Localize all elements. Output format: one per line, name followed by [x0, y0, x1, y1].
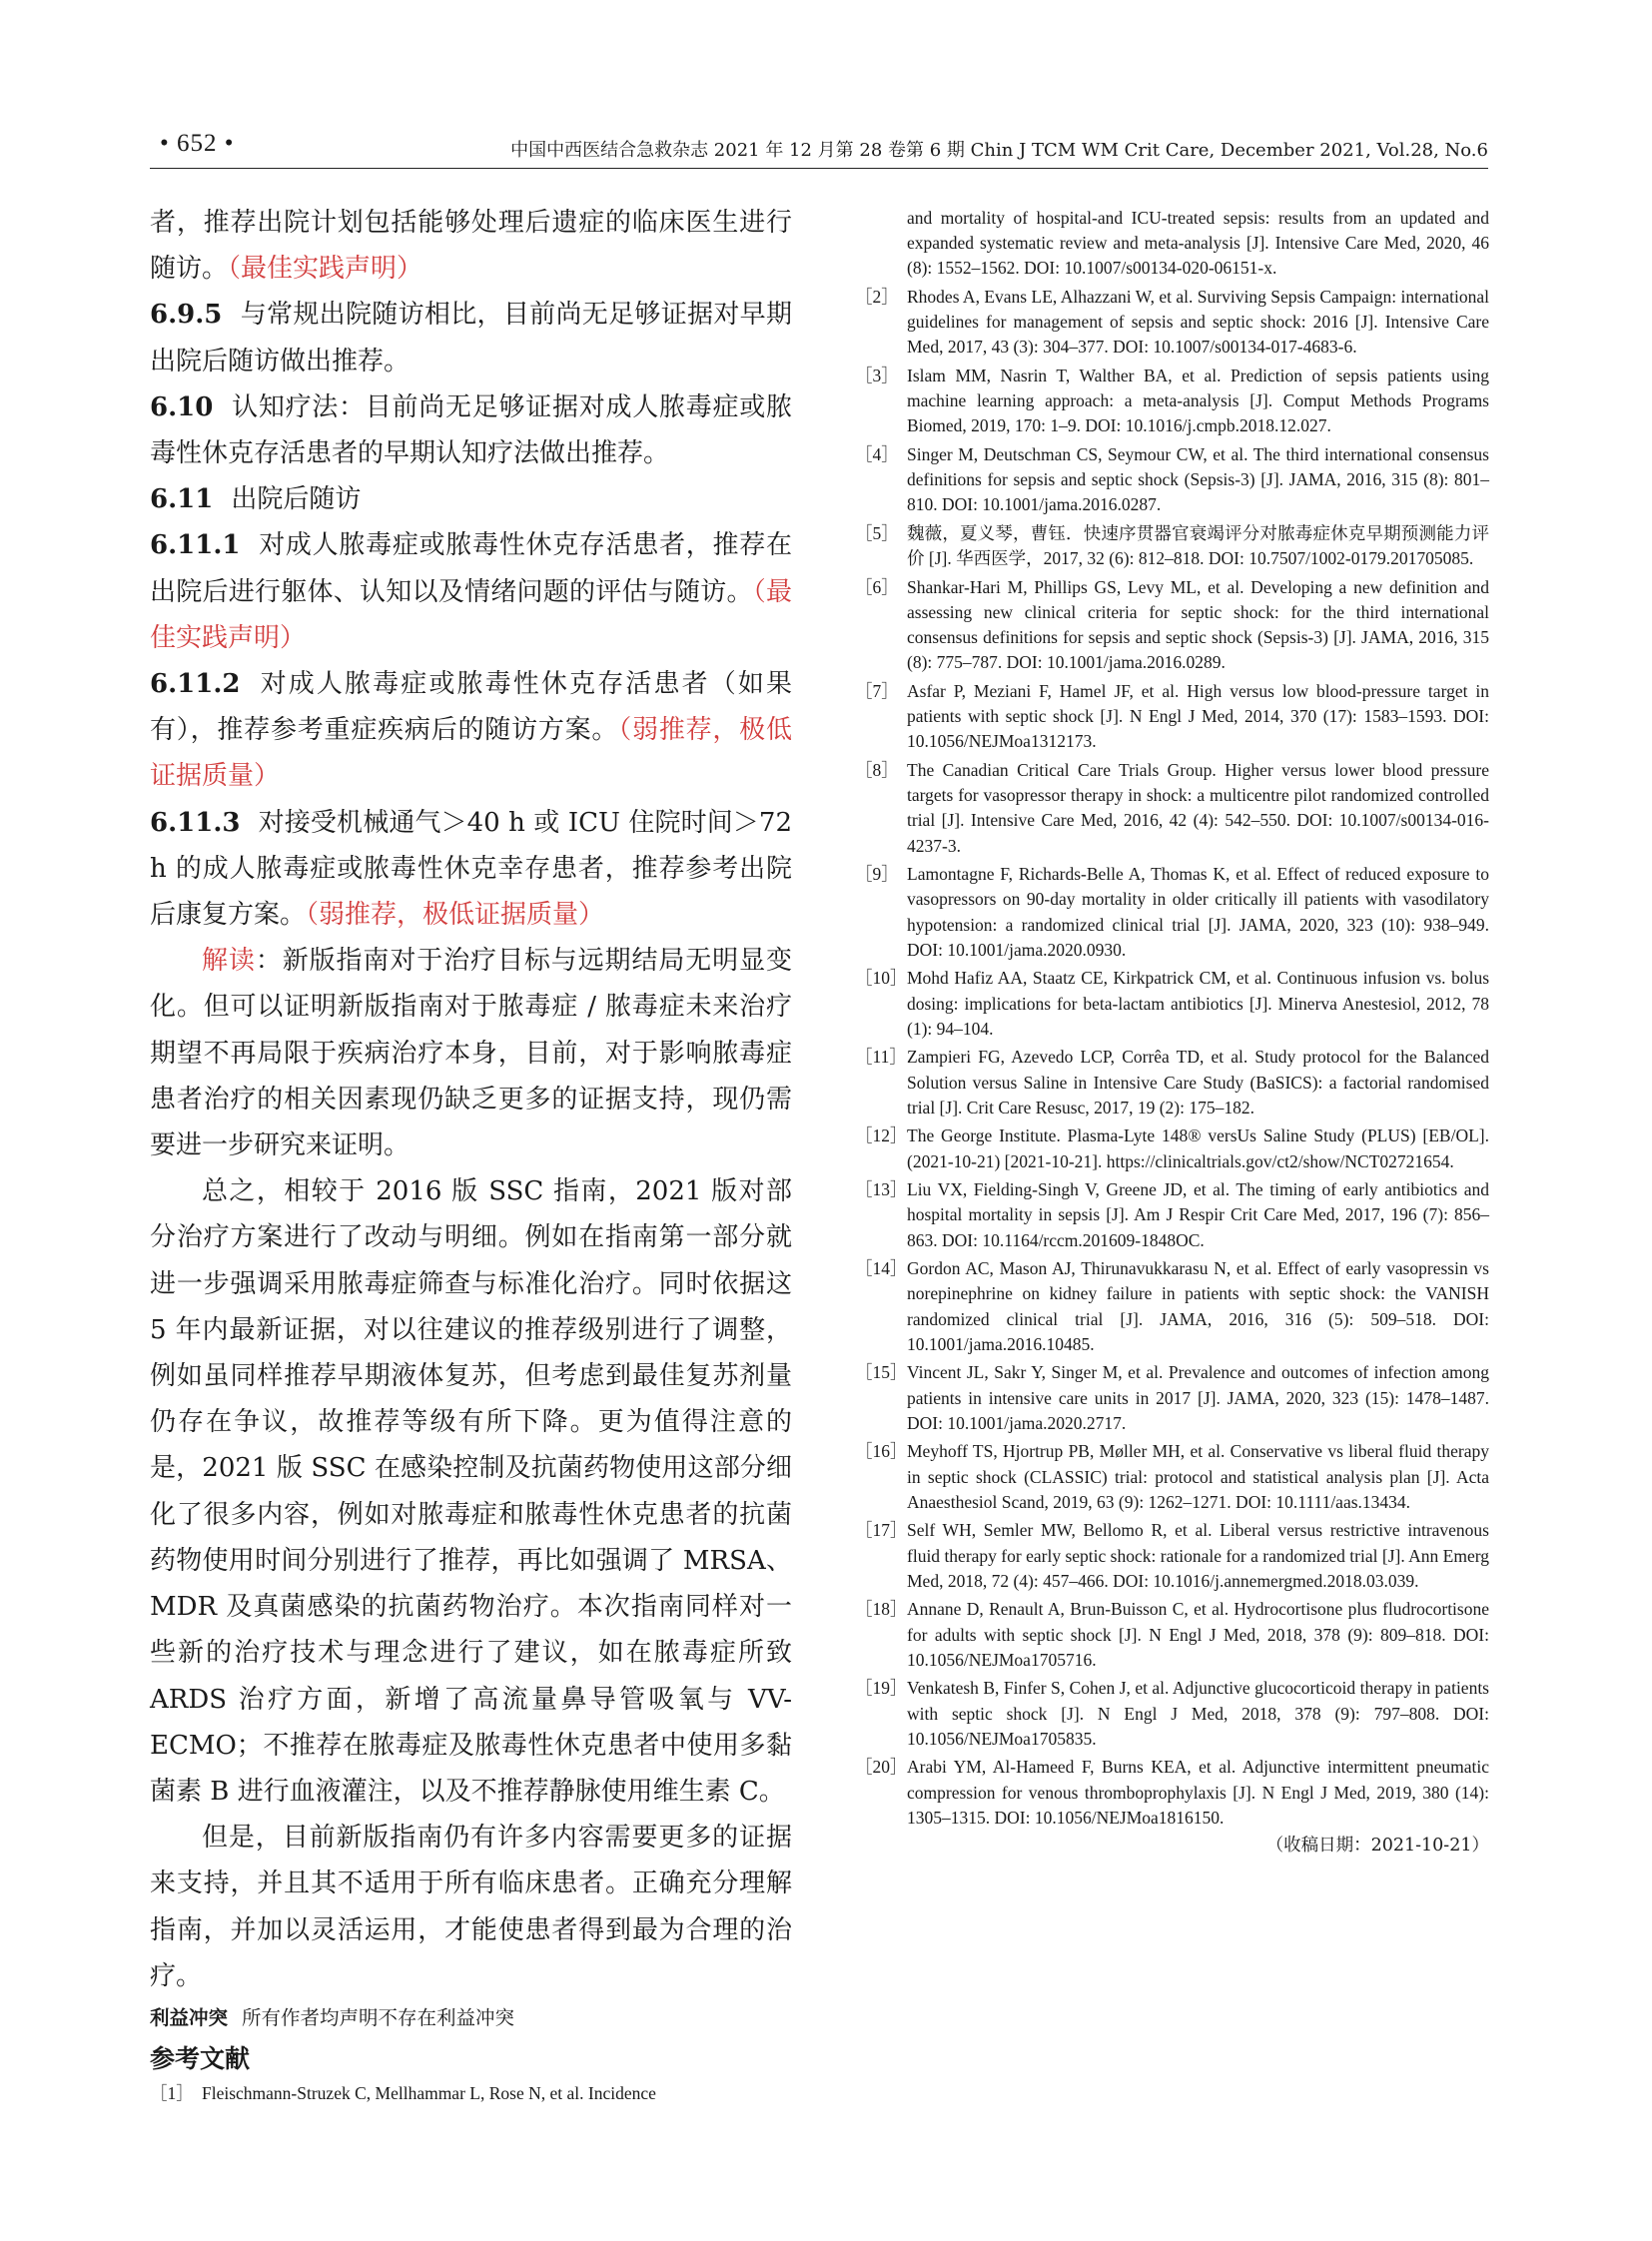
reference-number: ［12］: [855, 1125, 908, 1146]
recommendation-tag: （弱推荐，极低证据质量）: [306, 900, 605, 931]
section-6-11-3: 6.11.3 对接受机械通气＞40 h 或 ICU 住院时间＞72 h 的成人脓毒症或脓毒性休克幸存患者，推荐参考出院后康复方案。（弱推荐，极低证据质量）: [150, 807, 792, 931]
reference-number: ［9］: [855, 864, 899, 885]
reference-number: ［13］: [855, 1179, 908, 1200]
left-column: [150, 200, 792, 2106]
reference-text: Rhodes A, Evans LE, Alhazzani W, et al. Surviving Sepsis Campaign: international guidelines for management of sepsis and septic shock: 2016 [J]. Intensive Care Med, 2017, 43 (3): 304–377. DOI: 10.1007/s00134-017-4683-6.: [907, 287, 1489, 358]
reference-item: [855, 442, 1489, 518]
interpretation-paragraph: 解读：新版指南对于治疗目标与远期结局无明显变化。但可以证明新版指南对于脓毒症 / 脓毒症未来治疗期望不再局限于疾病治疗本身，目前，对于影响脓毒症患者治疗的相关因素现仍缺乏更多的证据支持，现仍需要进一步研究来证明。: [150, 946, 792, 1161]
reference-text: Liu VX, Fielding-Singh V, Greene JD, et al. The timing of early antibiotics and hospital mortality in sepsis [J]. Am J Respir Crit Care Med, 2017, 196 (7): 856–863. DOI: 10.1164/rccm.201609-1848OC.: [907, 1179, 1489, 1250]
reference-text: The Canadian Critical Care Trials Group. Higher versus lower blood pressure targets for vasopressor therapy in shock: a multicentre pilot randomized controlled trial [J]. Intensive Care Med, 2016, 42 (4): 542–550. DOI: 10.1007/s00134-016-4237-3.: [907, 760, 1489, 856]
reference-item: [855, 862, 1489, 963]
reference-item: [855, 521, 1489, 571]
reference-item: [855, 1518, 1489, 1594]
reference-text: Shankar-Hari M, Phillips GS, Levy ML, et al. Developing a new definition and assessing new clinical criteria for septic shock: for the third international consensus definitions for sepsis and septic shock (Sepsis-3) [J]. JAMA, 2016, 315 (8): 775–787. DOI: 10.1001/jama.2016.0289.: [907, 576, 1489, 673]
reference-item: [855, 1177, 1489, 1253]
reference-number: ［6］: [855, 576, 899, 597]
reference-text: Annane D, Renault A, Brun-Buisson C, et al. Hydrocortisone plus fludrocortisone for adults with septic shock [J]. N Engl J Med, 2018, 378 (9): 809–818. DOI: 10.1056/NEJMoa1705716.: [907, 1599, 1489, 1670]
reference-number: ［8］: [855, 760, 899, 780]
recommendation-tag: （最佳实践声明）: [228, 254, 423, 285]
recommendation-tag: （最佳实践声明）: [150, 576, 792, 653]
summary-paragraph: 总之，相较于 2016 版 SSC 指南，2021 版对部分治疗方案进行了改动与明细。例如在指南第一部分就进一步强调采用脓毒症筛查与标准化治疗。同时依据这 5 年内最新证据，对以往建议的推荐级别进行了调整，例如虽同样推荐早期液体复苏，但考虑到最佳复苏剂量仍存在争议，故推荐等级有所下降。更为值得注意的是，2021 版 SSC 在感染控制及抗菌药物使用这部分细化了很多内容，例如对脓毒症和脓毒性休克患者的抗菌药物使用时间分别进行了推荐，再比如强调了 MRSA、MDR 及真菌感染的抗菌药物治疗。本次指南同样对一些新的治疗技术与理念进行了建议，如在脓毒症所致 ARDS 治疗方面，新增了高流量鼻导管吸氧与 VV-ECMO；不推荐在脓毒症及脓毒性休克患者中使用多黏菌素 B 进行血液灌注，以及不推荐静脉使用维生素 C。: [150, 1176, 792, 1807]
reference-number: ［11］: [855, 1047, 907, 1068]
reference-item: [855, 575, 1489, 676]
section-number: 6.11.2: [150, 669, 241, 700]
section-6-11-2: 6.11.2 对成人脓毒症或脓毒性休克存活患者（如果有），推荐参考重症疾病后的随访方案。（弱推荐，极低证据质量）: [150, 669, 792, 792]
section-number: 6.9.5: [150, 300, 223, 331]
reference-number: ［15］: [855, 1362, 908, 1383]
reference-number: ［2］: [855, 287, 899, 307]
reference-text: Meyhoff TS, Hjortrup PB, Møller MH, et al. Conservative vs liberal fluid therapy in septic shock (CLASSIC) trial: protocol and statistical analysis plan [J]. Acta Anaesthesiol Scand, 2019, 63 (9): 1262–1271. DOI: 10.1111/aas.13434.: [907, 1441, 1489, 1512]
reference-number: ［16］: [855, 1441, 908, 1462]
reference-number: ［17］: [855, 1520, 908, 1541]
journal-citation: 中国中西医结合急救杂志 2021 年 12 月第 28 卷第 6 期 Chin J TCM WM Crit Care, December 2021, Vol.28, No.6: [510, 140, 1488, 161]
reference-text: 魏薇，夏义琴，曹钰．快速序贯器官衰竭评分对脓毒症休克早期预测能力评价 [J]. 华西医学，2017, 32 (6): 812–818. DOI: 10.7507/1002-0179.201705085.: [907, 523, 1489, 569]
reference-text: Self WH, Semler MW, Bellomo R, et al. Liberal versus restrictive intravenous fluid therapy for early septic shock: rationale for a randomized trial [J]. Ann Emerg Med, 2018, 72 (4): 457–466. DOI: 10.1016/j.annemergmed.2018.03.039.: [907, 1520, 1489, 1591]
section-6-9-5: 6.9.5 与常规出院随访相比，目前尚无足够证据对早期出院后随访做出推荐。: [150, 300, 792, 376]
reference-item: [855, 1755, 1489, 1831]
page-header: [150, 128, 1488, 169]
reference-item: [855, 1360, 1489, 1436]
coi-label: 利益冲突: [150, 2005, 229, 2029]
reference-number: ［1］: [150, 2082, 194, 2103]
reference-text: Lamontagne F, Richards-Belle A, Thomas K, et al. Effect of reduced exposure to vasopressors on 90-day mortality in older critically ill patients with vasodilatory hypotension: a randomized clinical trial [J]. JAMA, 2020, 323 (10): 938–949. DOI: 10.1001/jama.2020.0930.: [907, 864, 1489, 960]
section-number: 6.10: [150, 391, 214, 422]
right-column: [855, 206, 1489, 1876]
section-6-11-1: 6.11.1 对成人脓毒症或脓毒性休克存活患者，推荐在出院后进行躯体、认知以及情绪问题的评估与随访。（最佳实践声明）: [150, 530, 792, 653]
reference-item: [855, 1439, 1489, 1515]
reference-text: Vincent JL, Sakr Y, Singer M, et al. Prevalence and outcomes of infection among patients in intensive care units in 2017 [J]. JAMA, 2020, 323 (15): 1478–1487. DOI: 10.1001/jama.2020.2717.: [907, 1362, 1489, 1433]
reference-text: Fleischmann-Struzek C, Mellhammar L, Rose N, et al. Incidence: [202, 2082, 656, 2103]
reference-item: [855, 1597, 1489, 1673]
section-6-10: 6.10 认知疗法：目前尚无足够证据对成人脓毒症或脓毒性休克存活患者的早期认知疗法做出推荐。: [150, 391, 792, 469]
reference-1: [150, 2081, 792, 2106]
reference-text: Asfar P, Meziani F, Hamel JF, et al. High versus low blood-pressure target in patients with septic shock [J]. N Engl J Med, 2014, 370 (17): 1583–1593. DOI: 10.1056/NEJMoa1312173.: [907, 681, 1489, 752]
reference-item: [855, 1676, 1489, 1752]
reference-text: Gordon AC, Mason AJ, Thirunavukkarasu N, et al. Effect of early vasopressin vs norepinephrine on kidney failure in patients with septic shock: the VANISH randomized clinical trial [J]. JAMA, 2016, 316 (5): 509–518. DOI: 10.1001/jama.2016.10485.: [907, 1258, 1489, 1354]
reference-number: ［5］: [855, 523, 899, 543]
reference-number: ［20］: [855, 1757, 908, 1778]
reference-number: ［10］: [855, 968, 908, 989]
reference-number: ［19］: [855, 1678, 908, 1699]
section-number: 6.11.3: [150, 807, 241, 838]
reference-text: Arabi YM, Al-Hameed F, Burns KEA, et al. Adjunctive intermittent pneumatic compression for venous thromboprophylaxis [J]. N Engl J Med, 2019, 380 (14): 1305–1315. DOI: 10.1056/NEJMoa1816150.: [907, 1757, 1489, 1828]
conflict-of-interest: 利益冲突 所有作者均声明不存在利益冲突: [150, 2005, 515, 2029]
reference-number: ［14］: [855, 1258, 908, 1279]
reference-text: Venkatesh B, Finfer S, Cohen J, et al. Adjunctive glucocorticoid therapy in patients with septic shock [J]. N Engl J Med, 2018, 378 (9): 797–808. DOI: 10.1056/NEJMoa1705835.: [907, 1678, 1489, 1749]
final-paragraph: 但是，目前新版指南仍有许多内容需要更多的证据来支持，并且其不适用于所有临床患者。正确充分理解指南，并加以灵活运用，才能使患者得到最为合理的治疗。: [150, 1823, 792, 1991]
reference-item: [855, 1256, 1489, 1357]
reference-text: and mortality of hospital-and ICU-treated sepsis: results from an updated and expanded systematic review and meta-analysis [J]. Intensive Care Med, 2020, 46 (8): 1552–1562. DOI: 10.1007/s00134-020-06151-x.: [907, 208, 1489, 279]
reference-text: The George Institute. Plasma-Lyte 148® versUs Saline Study (PLUS) [EB/OL]. (2021-10-21) [2021-10-21]. https://clinicaltrials.gov/ct2/show/NCT02721654.: [907, 1125, 1489, 1171]
reference-text: Mohd Hafiz AA, Staatz CE, Kirkpatrick CM, et al. Continuous infusion vs. bolus dosing: implications for beta-lactam antibiotics [J]. Minerva Anestesiol, 2012, 78 (1): 94–104.: [907, 968, 1489, 1039]
section-number: 6.11: [150, 484, 214, 515]
reference-text: Islam MM, Nasrin T, Walther BA, et al. Prediction of sepsis patients using machine learning approach: a meta-analysis [J]. Comput Methods Programs Biomed, 2019, 170: 1–9. DOI: 10.1016/j.cmpb.2018.12.027.: [907, 366, 1489, 436]
reference-text: Singer M, Deutschman CS, Seymour CW, et al. The third international consensus definitions for sepsis and septic shock (Sepsis-3) [J]. JAMA, 2016, 315 (8): 801–810. DOI: 10.1001/jama.2016.0287.: [907, 444, 1489, 515]
reference-item: [855, 285, 1489, 361]
reference-number: ［18］: [855, 1599, 908, 1620]
section-6-11: 6.11 出院后随访: [150, 484, 362, 515]
paragraph: 者，推荐出院计划包括能够处理后遗症的临床医生进行随访。（最佳实践声明）: [150, 208, 792, 285]
section-number: 6.11.1: [150, 530, 241, 561]
reference-text: Zampieri FG, Azevedo LCP, Corrêa TD, et al. Study protocol for the Balanced Solution versus Saline in Intensive Care Study (BaSICS): a factorial randomised trial [J]. Crit Care Resusc, 2017, 19 (2): 175–182.: [907, 1047, 1489, 1118]
received-date: （收稿日期：2021-10-21）: [1265, 1836, 1489, 1857]
reference-item: [855, 679, 1489, 755]
interpretation-label: 解读: [202, 946, 256, 977]
reference-item: [855, 364, 1489, 439]
reference-item: [855, 758, 1489, 859]
reference-1-continued: [855, 206, 1489, 282]
reference-item: [855, 1045, 1489, 1120]
page-number: • 652 •: [160, 130, 235, 157]
references-heading: 参考文献: [150, 2043, 251, 2073]
reference-number: ［4］: [855, 444, 899, 464]
reference-item: [855, 966, 1489, 1042]
recommendation-tag: （弱推荐，极低证据质量）: [150, 715, 792, 792]
reference-number: ［3］: [855, 366, 899, 385]
reference-item: [855, 1123, 1489, 1173]
reference-number: ［7］: [855, 681, 899, 701]
